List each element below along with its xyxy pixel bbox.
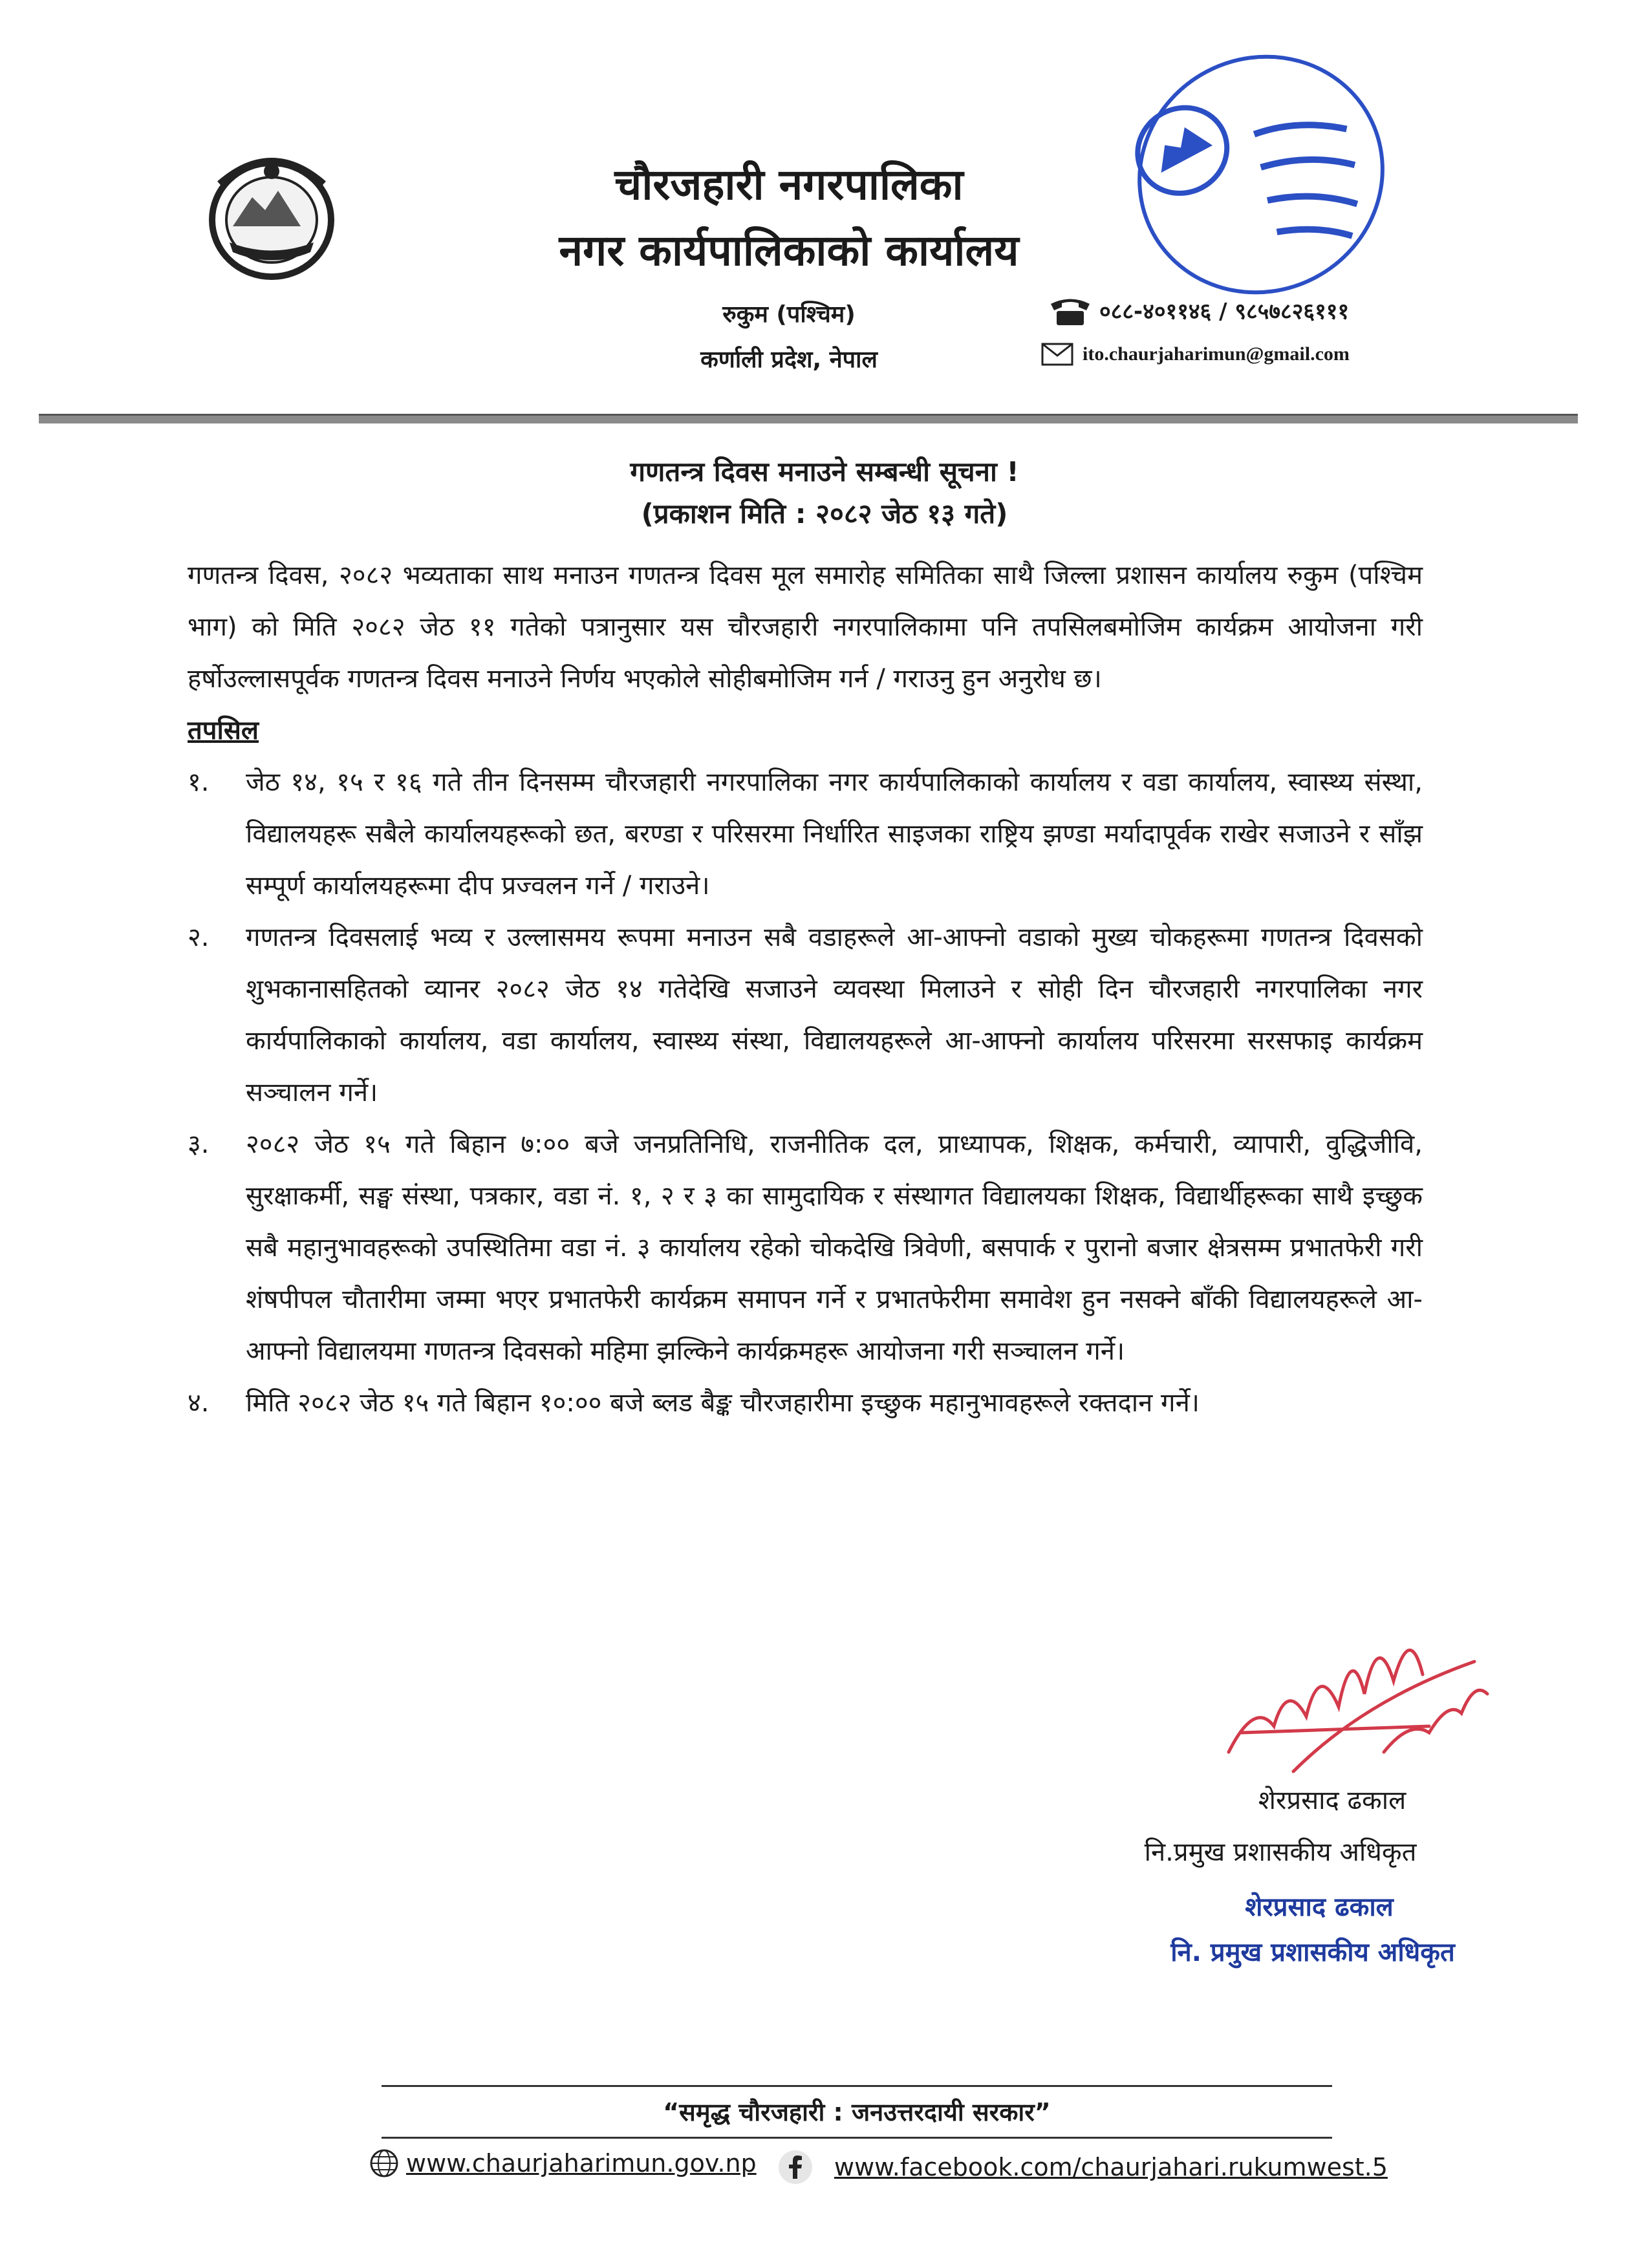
header-divider	[39, 414, 1578, 423]
item-text: जेठ १४, १५ र १६ गते तीन दिनसम्म चौरजहारी नगरपालिका नगर कार्यपालिकाको कार्यालय र वडा कार्यालय, स्वास्थ्य संस्था, विद्यालयहरू सबैले कार्यालयहरूको छत, बरण्डा र परिसरमा निर्धारित साइजका राष्ट्रिय झण्डा मर्यादापूर्वक राखेर सजाउने र साँझ सम्पूर्ण कार्यालयहरूमा दीप प्रज्वलन गर्ने / गराउने।	[246, 767, 1423, 901]
item-number: २.	[188, 923, 210, 952]
item-number: ४.	[188, 1388, 210, 1418]
globe-icon	[369, 2148, 400, 2179]
publication-date: (प्रकाशन मिति : २०८२ जेठ १३ गते)	[641, 498, 1008, 530]
government-emblem	[194, 145, 349, 284]
list-item	[188, 756, 1423, 912]
details-heading: तपसिल	[188, 716, 259, 745]
org-name-line1: चौरजहारी नगरपालिका	[614, 160, 964, 209]
name-stamp: शेरप्रसाद ढकाल	[1245, 1892, 1394, 1922]
footer-divider-bottom	[382, 2137, 1332, 2139]
facebook-link[interactable]	[776, 2148, 1388, 2187]
footer-slogan: “समृद्ध चौरजहारी : जनउत्तरदायी सरकार”	[663, 2098, 1051, 2126]
item-text: गणतन्त्र दिवसलाई भव्य र उल्लासमय रूपमा मनाउन सबै वडाहरूले आ-आफ्नो वडाको मुख्य चोकहरूमा गणतन्त्र दिवसको शुभकानासहितको व्यानर २०८२ जेठ १४ गतेदेखि सजाउने व्यवस्था मिलाउने र सोही दिन चौरजहारी नगरपालिका नगर कार्यपालिकाको कार्यालय, वडा कार्यालय, स्वास्थ्य संस्था, विद्यालयहरूले आ-आफ्नो कार्यालय परिसरमा सरसफाइ कार्यक्रम सञ्चालन गर्ने।	[246, 923, 1423, 1107]
website-url[interactable]: www.chaurjaharimun.gov.np	[406, 2149, 757, 2177]
district: रुकुम (पश्चिम)	[722, 301, 856, 328]
province: कर्णाली प्रदेश, नेपाल	[700, 347, 878, 373]
org-name-line2: नगर कार्यपालिकाको कार्यालय	[559, 226, 1019, 275]
intro-paragraph: गणतन्त्र दिवस, २०८२ भव्यताका साथ मनाउन गणतन्त्र दिवस मूल समारोह समितिका साथै जिल्ला प्रशासन कार्यालय रुकुम (पश्चिम भाग) को मिति २०८२ जेठ ११ गतेको पत्रानुसार यस चौरजहारी नगरपालिकामा पनि तपसिलबमोजिम कार्यक्रम आयोजना गरी हर्षोउल्लासपूर्वक गणतन्त्र दिवस मनाउने निर्णय भएकोले सोहीबमोजिम गर्न / गराउनु हुन अनुरोध छ।	[188, 561, 1423, 694]
designation-stamp: नि. प्रमुख प्रशासकीय अधिकृत	[1170, 1938, 1455, 1967]
details-list	[188, 756, 1423, 1429]
notice-title: गणतन्त्र दिवस मनाउने सम्बन्धी सूचना !	[630, 456, 1019, 487]
facebook-icon	[776, 2148, 815, 2187]
email-address: ito.chaurjaharimun@gmail.com	[1083, 343, 1350, 365]
footer-divider-top	[382, 2085, 1332, 2087]
website-link[interactable]	[369, 2148, 757, 2179]
envelope-icon	[1041, 343, 1073, 366]
signer-designation: नि.प्रमुख प्रशासकीय अधिकृत	[1144, 1837, 1417, 1867]
phone-number: ०८८-४०११४६ / ९८५७८२६१११	[1099, 299, 1350, 325]
list-item	[188, 912, 1423, 1118]
item-text: मिति २०८२ जेठ १५ गते बिहान १०:०० बजे ब्लड बैङ्क चौरजहारीमा इच्छुक महानुभावहरूले रक्तदान गर्ने।	[246, 1388, 1200, 1418]
office-stamp	[1125, 39, 1397, 310]
list-item	[188, 1118, 1423, 1377]
email-contact	[1041, 343, 1350, 366]
item-number: ३.	[188, 1129, 210, 1159]
item-number: १.	[188, 767, 210, 797]
notice-body	[188, 550, 1423, 1429]
signer-name: शेरप्रसाद ढकाल	[1258, 1786, 1406, 1815]
handwritten-signature	[1216, 1603, 1500, 1791]
facebook-url[interactable]: www.facebook.com/chaurjahari.rukumwest.5	[834, 2153, 1388, 2181]
telephone-icon	[1048, 294, 1093, 326]
item-text: २०८२ जेठ १५ गते बिहान ७:०० बजे जनप्रतिनिधि, राजनीतिक दल, प्राध्यापक, शिक्षक, कर्मचारी, व्यापारी, वुद्धिजीवि, सुरक्षाकर्मी, सङ्घ संस्था, पत्रकार, वडा नं. १, २ र ३ का सामुदायिक र संस्थागत विद्यालयका शिक्षक, विद्यार्थीहरूका साथै इच्छुक सबै महानुभावहरूको उपस्थितिमा वडा नं. ३ कार्यालय रहेको चोकदेखि त्रिवेणी, बसपार्क र पुरानो बजार क्षेत्रसम्म प्रभातफेरी गरी शंषपीपल चौतारीमा जम्मा भएर प्रभातफेरी कार्यक्रम समापन गर्ने र प्रभातफेरीमा समावेश हुन नसक्ने बाँकी विद्यालयहरूले आ-आफ्नो विद्यालयमा गणतन्त्र दिवसको महिमा झल्किने कार्यक्रमहरू आयोजना गरी सञ्चालन गर्ने।	[246, 1129, 1423, 1366]
list-item	[188, 1377, 1423, 1429]
